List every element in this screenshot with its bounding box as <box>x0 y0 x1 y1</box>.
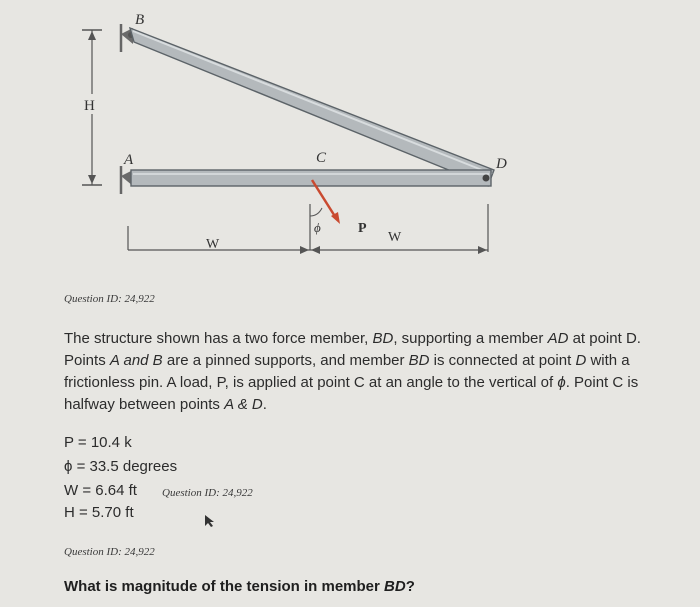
h-arrow-up <box>88 31 96 40</box>
given-phi: ϕ = 33.5 degrees <box>64 458 178 475</box>
problem-statement <box>64 328 664 416</box>
member-bd-ref-1: BD <box>372 330 394 347</box>
member-ad <box>131 170 491 186</box>
points-a-d-ref: A & D <box>224 396 263 413</box>
given-h: H = 5.70 ft <box>64 504 134 521</box>
w-arrow-right-start <box>311 246 320 254</box>
problem-text-8: . <box>262 396 267 413</box>
problem-text-6: with a frictionless pin. A load, P, is applied at point C at an angle to the vertical of <box>64 352 630 391</box>
label-w-right: W <box>388 230 402 245</box>
label-w-left: W <box>206 237 220 252</box>
member-bd-highlight <box>133 31 492 174</box>
label-p: P <box>358 221 367 236</box>
given-p: P = 10.4 k <box>64 434 132 451</box>
phi-angle-arc <box>310 208 322 216</box>
problem-text-3: at point D. Points <box>64 330 641 369</box>
w-arrow-right-end <box>478 246 487 254</box>
question-text <box>64 578 415 595</box>
cursor-icon <box>204 514 216 528</box>
question-member-ref: BD <box>384 578 406 595</box>
point-d-ref: D <box>575 352 587 369</box>
problem-text-4: are a pinned supports, and member <box>162 352 409 369</box>
given-w: W = 6.64 ft <box>64 482 137 499</box>
pin-d <box>483 175 490 182</box>
problem-text-1: The structure shown has a two force member, <box>64 330 373 347</box>
points-a-b-ref: A and B <box>109 352 163 369</box>
question-mark: ? <box>405 578 415 595</box>
member-bd-ref-2: BD <box>408 352 430 369</box>
question-id-middle: Question ID: 24,922 <box>162 487 253 499</box>
w-arrow-left-end <box>300 246 309 254</box>
question-text-main: What is magnitude of the tension in member <box>64 578 385 595</box>
problem-text-7: . Point C is halfway between points <box>64 374 639 413</box>
member-ad-ref: AD <box>547 330 569 347</box>
phi-symbol: ϕ <box>557 374 566 391</box>
question-id-bottom: Question ID: 24,922 <box>64 546 155 558</box>
question-id-top: Question ID: 24,922 <box>64 293 155 305</box>
problem-text-2: , supporting a member <box>393 330 548 347</box>
h-arrow-down <box>88 175 96 184</box>
label-h: H <box>84 98 95 114</box>
structure-diagram <box>0 0 700 300</box>
label-phi: ϕ <box>314 220 321 235</box>
problem-text-5: is connected at point <box>429 352 576 369</box>
label-c: C <box>316 150 327 166</box>
label-b: B <box>135 12 145 28</box>
label-d: D <box>496 156 507 172</box>
label-a: A <box>124 152 134 168</box>
